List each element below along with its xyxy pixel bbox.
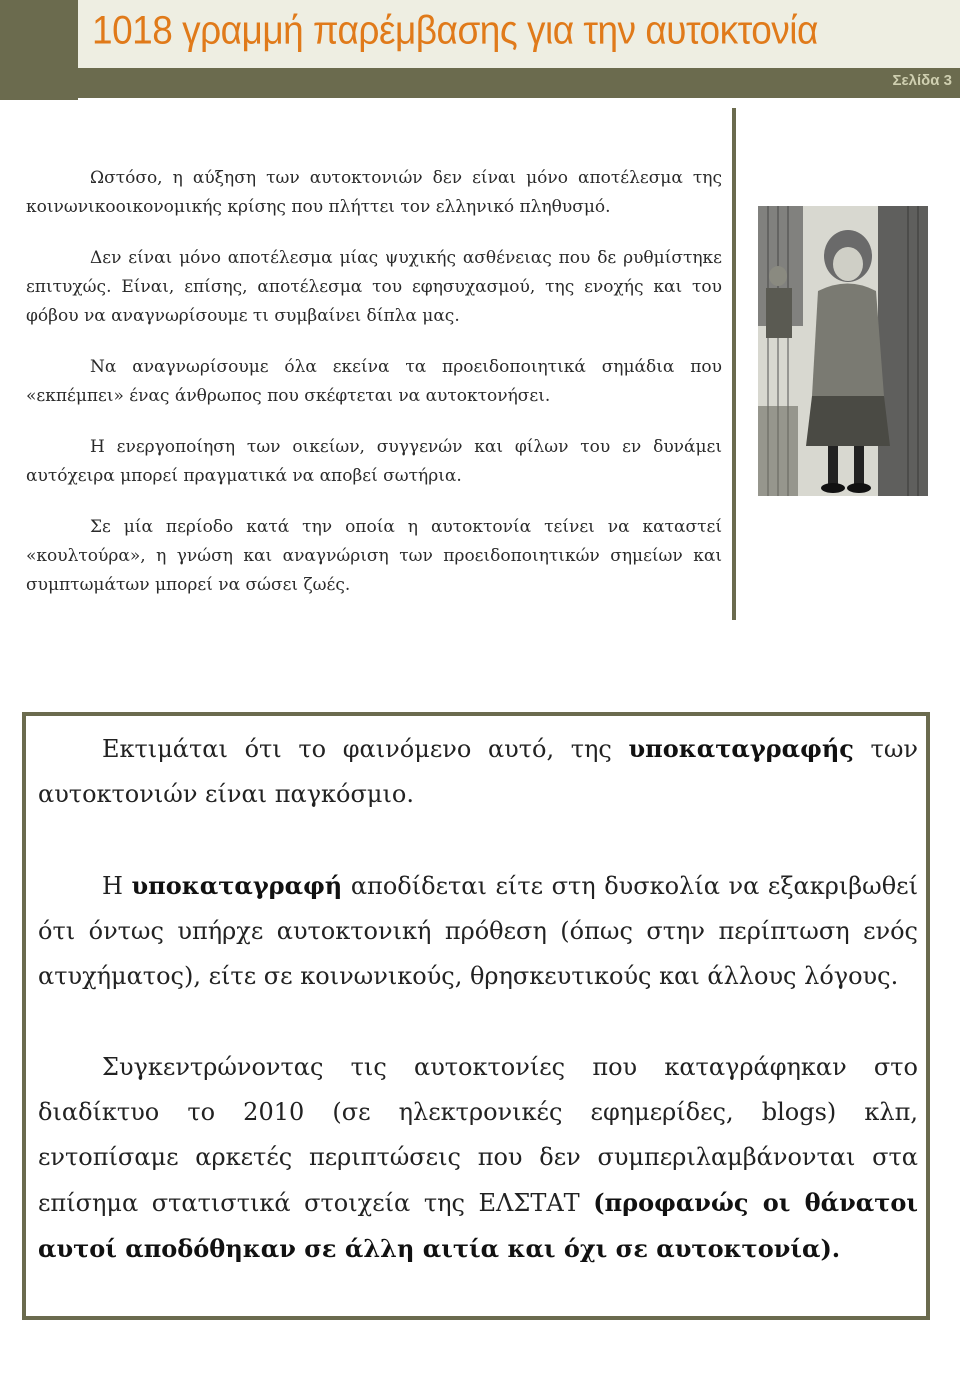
emphasis: υποκαταγραφής <box>628 734 854 763</box>
left-accent-bar <box>0 0 78 100</box>
page-number: Σελίδα 3 <box>892 72 952 89</box>
page-strip <box>78 68 960 98</box>
callout-paragraph <box>38 726 918 817</box>
column-divider <box>732 108 736 620</box>
paragraph: Η ενεργοποίηση των οικείων, συγγενών και φίλων του εν δυνάμει αυτόχειρα μπορεί πραγματικά να αποβεί σωτήρια. <box>26 437 722 486</box>
text: Η <box>102 872 132 900</box>
paragraph: Ωστόσο, η αύξηση των αυτοκτονιών δεν είναι μόνο αποτέλεσμα της κοινωνικοοικονομικής κρίσης που πλήττει τον ελληνικό πληθυσμό. <box>26 168 722 217</box>
text: αποδίδεται είτε στη δυσκολία να εξακριβωθεί ότι όντως υπήρχε αυτοκτονική πρόθεση (όπως στην περίπτωση ενός ατυχήματος), είτε σε κοινωνικούς, θρησκευτικούς και άλλους λόγους. <box>38 872 919 990</box>
callout-box <box>22 712 930 1320</box>
header-band <box>78 0 960 68</box>
text: Συγκεντρώνοντας τις αυτοκτονίες που καταγράφηκαν στο διαδίκτυο το 2010 (σε ηλεκτρονικές εφημερίδες, blogs) κλπ, εντοπίσαμε αρκετές περιπτώσεις που δεν συμπεριλαμβάνονται στα επίσημα στατιστικά στοιχεία της ΕΛΣΤΑΤ <box>38 1053 918 1217</box>
paragraph: Να αναγνωρίσουμε όλα εκείνα τα προειδοποιητικά σημάδια που «εκπέμπει» ένας άνθρωπος που σκέφτεται να αυτοκτονήσει. <box>26 357 722 406</box>
body-text <box>26 164 722 622</box>
text: των αυτοκτονιών είναι παγκόσμιο. <box>38 735 918 808</box>
emphasis: (προφανώς οι θάνατοι αυτοί αποδόθηκαν σε άλλη αιτία και όχι σε αυτοκτονία). <box>38 1188 918 1263</box>
text: Εκτιμάται ότι το φαινόμενο αυτό, της <box>102 735 629 763</box>
page-title: 1018 γραμμή παρέμβασης για την αυτοκτονία <box>92 8 818 53</box>
emphasis: υποκαταγραφή <box>131 871 343 900</box>
engraving-illustration <box>758 206 928 496</box>
paragraph: Δεν είναι μόνο αποτέλεσμα μίας ψυχικής ασθένειας που δε ρυθμίστηκε επιτυχώς. Είναι, επίσης, αποτέλεσμα του εφησυχασμού, της ενοχής και του φόβου να αναγνωρίσουμε τι συμβαίνει δίπλα μας. <box>26 248 722 326</box>
callout-paragraph <box>38 863 918 999</box>
callout-paragraph <box>38 1045 918 1272</box>
paragraph: Σε μία περίοδο κατά την οποία η αυτοκτονία τείνει να καταστεί «κουλτούρα», η γνώση και αναγνώριση των προειδοποιητικών σημείων και συμπτωμάτων μπορεί να σώσει ζωές. <box>26 517 722 595</box>
